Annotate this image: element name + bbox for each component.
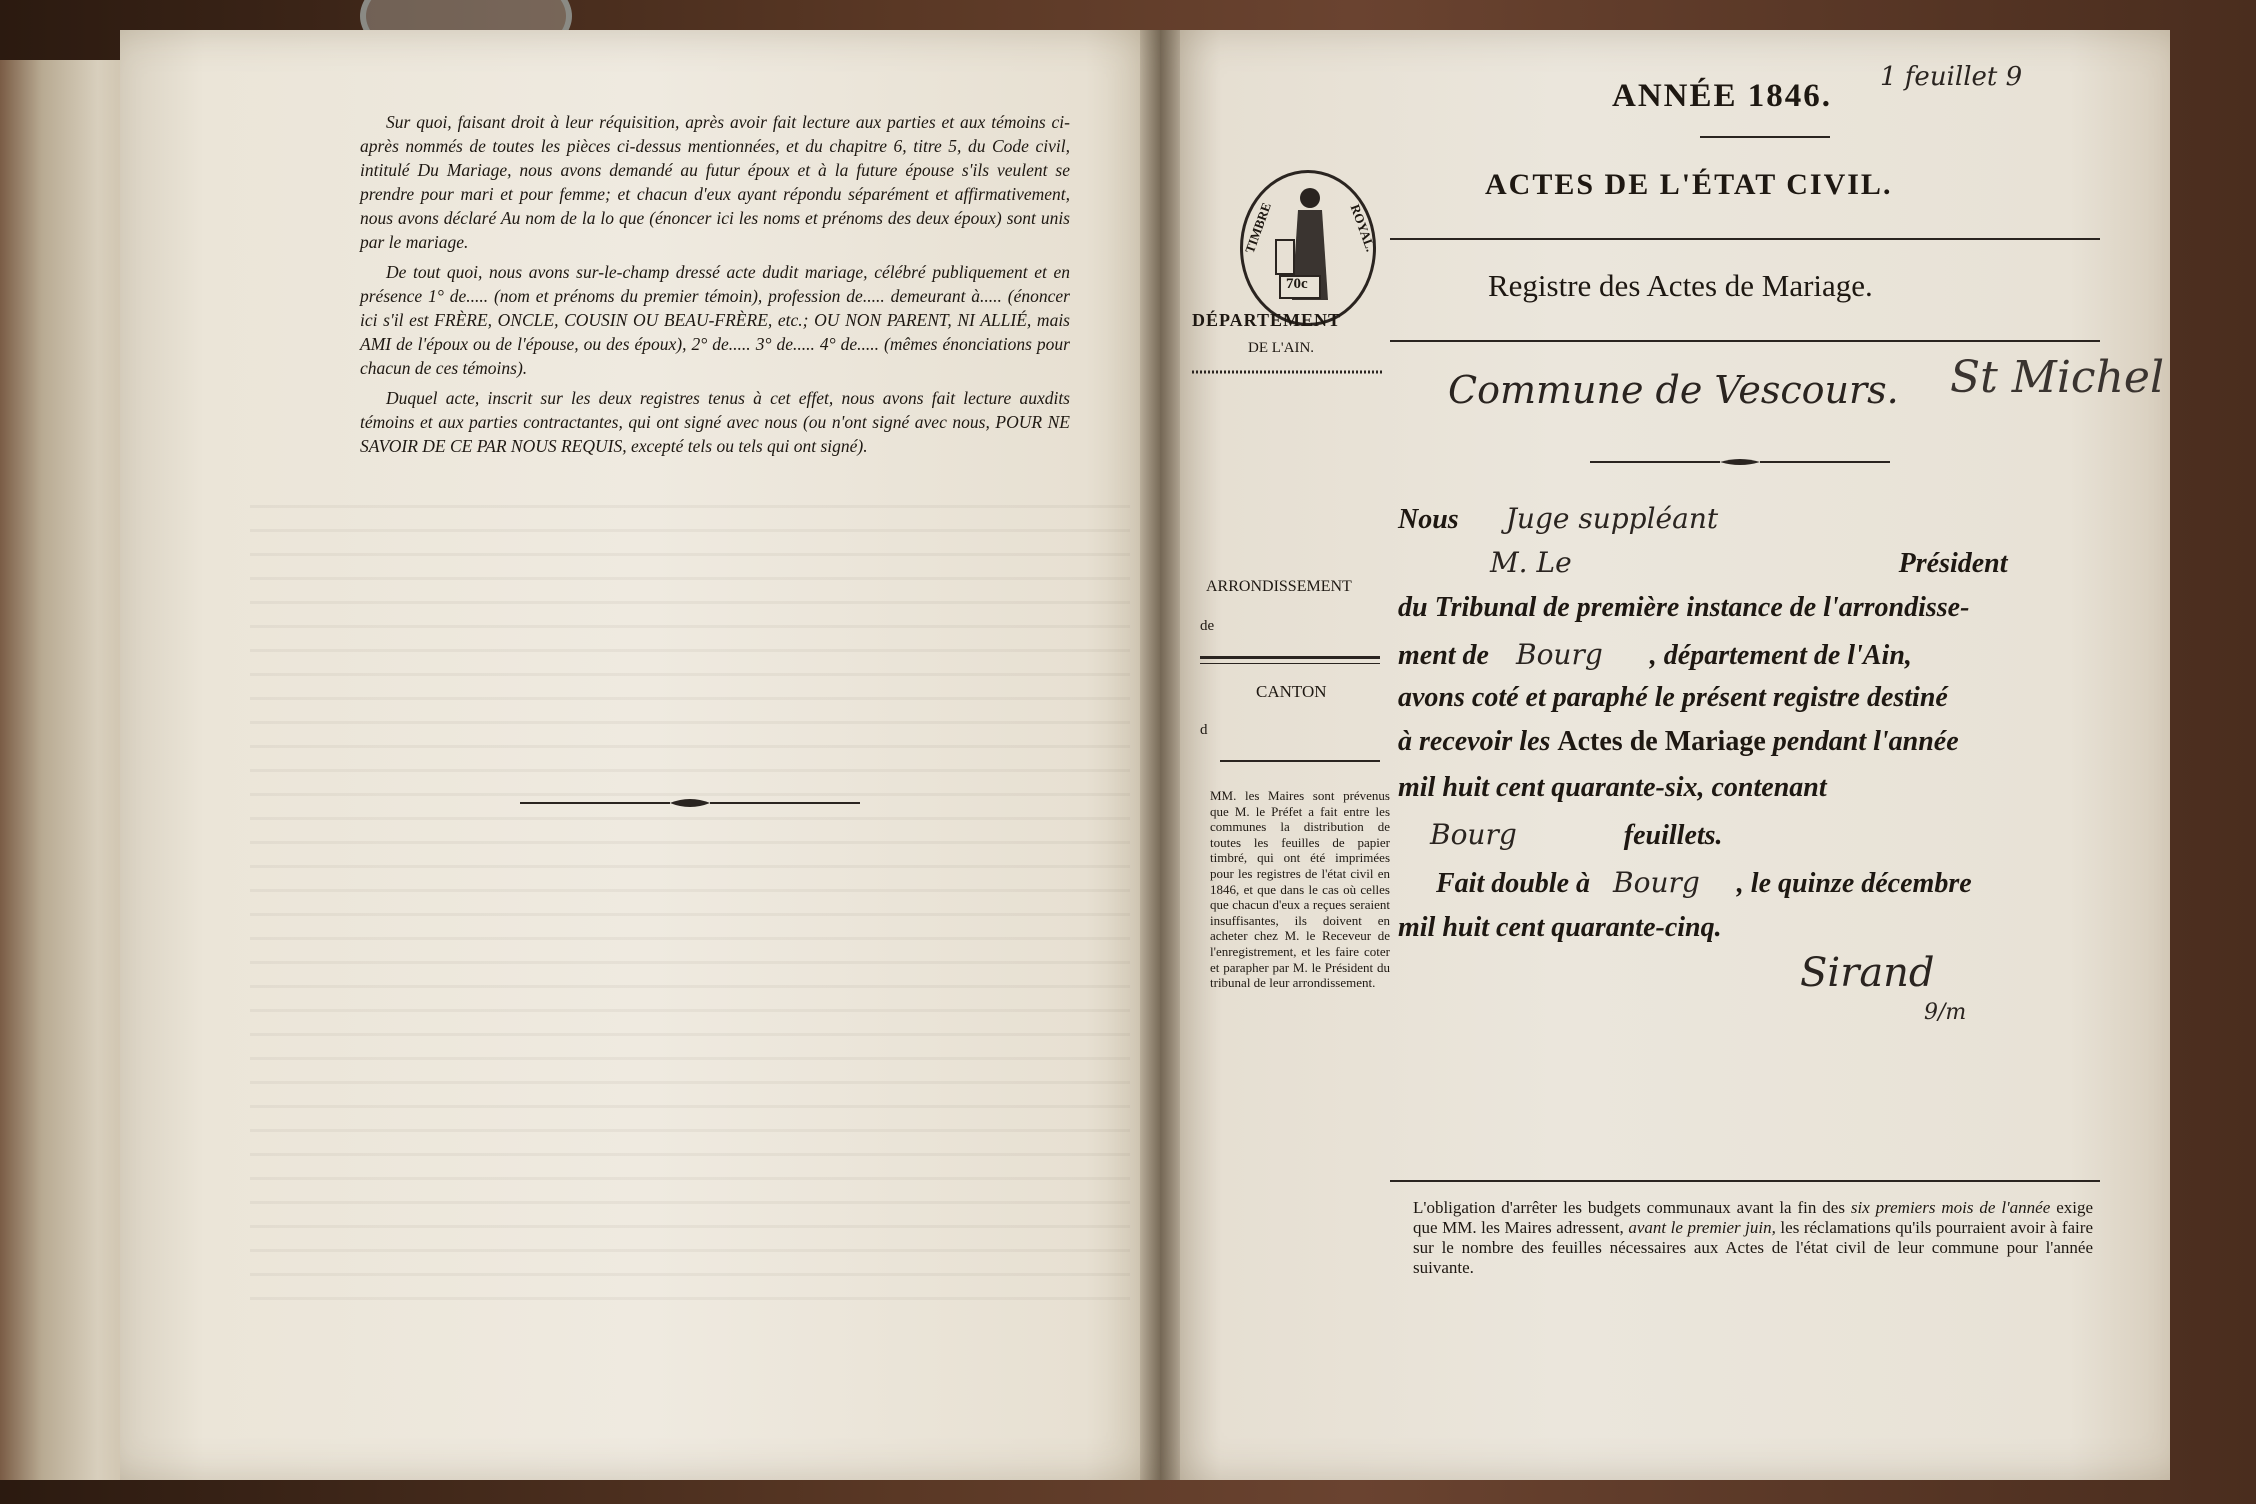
actes-title: ACTES DE L'ÉTAT CIVIL. bbox=[1485, 168, 1893, 201]
left-flourish-rule bbox=[520, 795, 860, 811]
commune-flourish bbox=[1590, 456, 1890, 468]
obligation-c: exige que MM. les Maires adressent, bbox=[1413, 1198, 2094, 1237]
recevoir-b: Actes de Mariage bbox=[1557, 726, 1766, 757]
obligation-b: six premiers mois de l'année bbox=[1850, 1198, 2051, 1217]
line-mil-cinq: mil huit cent quarante-cinq. bbox=[1398, 912, 1722, 943]
book-gutter bbox=[1140, 30, 1180, 1480]
hand-le: M. Le bbox=[1490, 546, 1572, 579]
line-feuillets bbox=[1430, 818, 1723, 852]
quinze-text: , le quinze décembre bbox=[1736, 868, 1972, 899]
arrondissement-rule bbox=[1200, 656, 1380, 659]
canton-rule bbox=[1220, 760, 1380, 762]
hand-juge: Juge suppléant bbox=[1505, 502, 1719, 535]
left-page-text bbox=[360, 110, 1070, 464]
line-ment-de bbox=[1398, 638, 1912, 672]
stamp-price: 70c bbox=[1286, 276, 1308, 292]
book-edge-left bbox=[0, 60, 140, 1480]
departement-label: DÉPARTEMENT bbox=[1192, 310, 1342, 330]
departement-rule bbox=[1192, 368, 1382, 376]
line-president bbox=[1490, 546, 2008, 580]
departement-name: DE L'AIN. bbox=[1248, 340, 1315, 356]
feuillets-text: feuillets. bbox=[1623, 820, 1723, 851]
stamp-royal: ROYAL. bbox=[1347, 202, 1379, 254]
annee-heading: ANNÉE 1846. bbox=[1612, 78, 1833, 114]
line-fait-double bbox=[1436, 866, 1972, 900]
stamp-timbre: TIMBRE bbox=[1241, 200, 1274, 256]
departement-text: , département de l'Ain, bbox=[1649, 640, 1912, 671]
line-avons: avons coté et paraphé le présent registre destiné bbox=[1398, 682, 1948, 713]
commune-margin-note: St Michel bbox=[1950, 352, 2165, 403]
line-tribunal: du Tribunal de première instance de l'arrondisse- bbox=[1398, 592, 1970, 623]
line-nous bbox=[1398, 502, 1718, 536]
obligation-e: les réclamations qu'ils pourraient avoir à faire sur le nombre des feuilles nécessaires aux Actes de l'état civil de leur commune pour l'année suivante. bbox=[1413, 1218, 2093, 1277]
paragraph-de-tout-quoi: De tout quoi, nous avons sur-le-champ dressé acte dudit mariage, célébré publiquement et en présence 1° de..... (nom et prénoms du premier témoin), profession de..... demeurant à..... (énoncer ici s'il est FRÈRE, ONCLE, COUSIN OU BEAU-FRÈRE, etc.; OU NON PARENT, NI ALLIÉ, mais AMI de l'époux ou de l'épouse, ou des époux), 2° de..... 3° de..... 4° de..... (mêmes énonciations pour chacun de ces témoins). bbox=[360, 262, 1070, 378]
canton-d: d bbox=[1200, 722, 1208, 738]
recevoir-c: pendant l'année bbox=[1772, 726, 1959, 757]
bleed-through-text bbox=[250, 500, 1130, 1300]
line-mil: mil huit cent quarante-six, contenant bbox=[1398, 772, 1827, 803]
paragraph-duquel-acte: Duquel acte, inscrit sur les deux registres tenus à cet effet, nous avons fait lecture auxdits témoins et aux parties contractantes, qui ont signé avec nous (ou n'ont signé avec nous, POUR NE SAVOIR DE CE PAR NOUS REQUIS, excepté tels ou tels qui ont signé). bbox=[360, 388, 1070, 456]
arrondissement-label: ARRONDISSEMENT bbox=[1206, 578, 1352, 595]
canton-label: CANTON bbox=[1256, 682, 1327, 701]
line-recevoir bbox=[1398, 726, 1959, 758]
annee-handwritten-note: 1 feuillet 9 bbox=[1880, 62, 2023, 92]
ment-de-text: ment de bbox=[1398, 640, 1489, 671]
annee-underline bbox=[1700, 136, 1830, 138]
arrondissement-rule-2 bbox=[1200, 663, 1380, 664]
president-label: Président bbox=[1898, 548, 2008, 579]
obligation-notice bbox=[1413, 1198, 2093, 1278]
obligation-d: avant le premier juin, bbox=[1628, 1218, 1776, 1237]
maires-notice: MM. les Maires sont prévenus que M. le Préfet a fait entre les communes la distribution de toutes les feuilles de papier timbré, qui ont été imprimées pour les registres de l'état civil en 1846, et que dans le cas où celles que chacun d'eux a reçues seraient insuffisantes, ils doivent en acheter chez M. le Receveur de l'enregistrement, et les faire coter et parapher par M. le Président du tribunal de leur arrondissement. bbox=[1210, 788, 1390, 991]
actes-rule bbox=[1390, 238, 2100, 240]
commune-handwritten: Commune de Vescours. bbox=[1448, 368, 1899, 412]
recevoir-a: à recevoir les bbox=[1398, 726, 1551, 757]
signature-mark: 9/m bbox=[1924, 1000, 1967, 1025]
paragraph-sur-quoi: Sur quoi, faisant droit à leur réquisition, après avoir fait lecture aux parties et aux témoins ci-après nommés de toutes les pièces ci-dessus mentionnées, et du chapitre 6, titre 5, du Code civil, intitulé Du Mariage, nous avons demandé au futur époux et à la future épouse s'ils veulent se prendre pour mari et pour femme; et chacun d'eux ayant répondu séparément et affirmativement, nous avons déclaré Au nom de la lo que (énoncer ici les noms et prénoms des deux époux) sont unis par le mariage. bbox=[360, 112, 1070, 252]
registre-title: Registre des Actes de Mariage. bbox=[1488, 268, 1873, 303]
signature: Sirand bbox=[1800, 950, 1935, 996]
arrondissement-de: de bbox=[1200, 618, 1215, 634]
obligation-rule bbox=[1390, 1180, 2100, 1182]
obligation-a: L'obligation d'arrêter les budgets communaux avant la fin des bbox=[1413, 1198, 1845, 1217]
nous-label: Nous bbox=[1398, 504, 1459, 535]
hand-bourg-1: Bourg bbox=[1516, 638, 1603, 671]
hand-bourg-3: Bourg bbox=[1613, 866, 1700, 899]
registre-rule bbox=[1390, 340, 2100, 342]
hand-bourg-2: Bourg bbox=[1430, 818, 1517, 851]
fait-double-text: Fait double à bbox=[1436, 868, 1591, 899]
